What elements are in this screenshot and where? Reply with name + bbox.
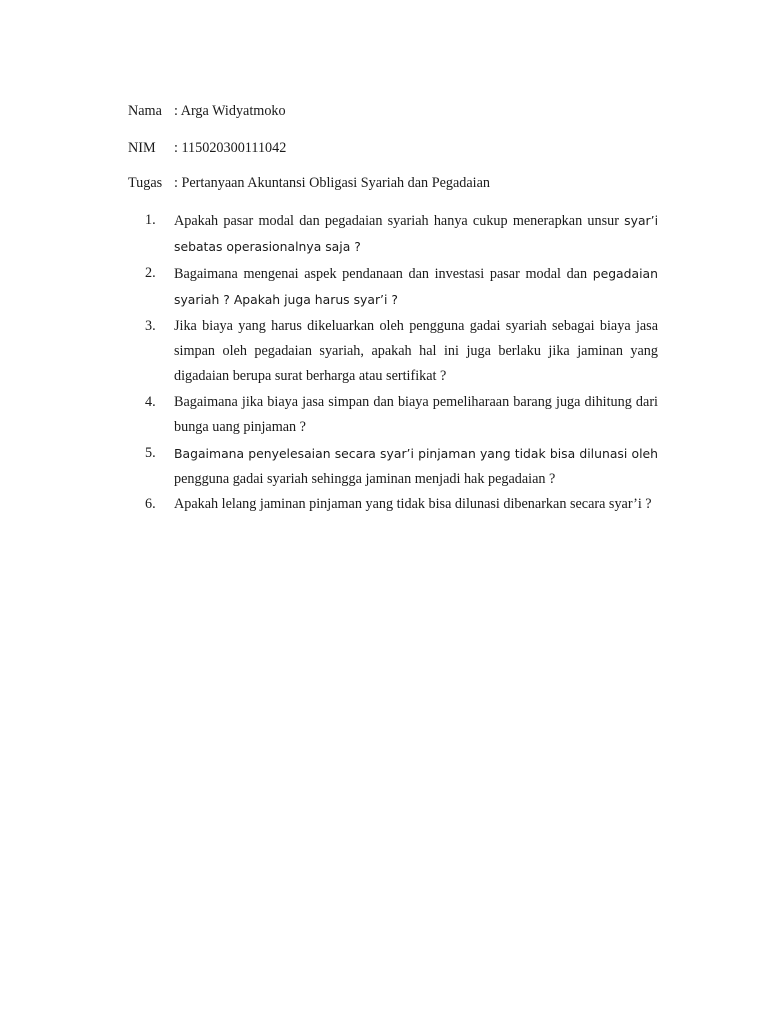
question-item-1	[145, 208, 658, 261]
name-label: Nama	[128, 103, 162, 119]
question-text-part-b: pengguna gadai syariah sehingga jaminan menjadi hak pegadaian ?	[174, 471, 556, 488]
name-value: : Arga Widyatmoko	[174, 103, 286, 119]
question-text-part-a: Bagaimana penyelesaian secara syar’i pinjaman yang tidak bisa dilunasi oleh	[174, 445, 658, 461]
question-item-6	[145, 492, 658, 517]
question-text	[174, 261, 658, 314]
question-number: 4.	[145, 393, 156, 410]
question-text-part-a: Apakah lelang jaminan pinjaman yang tidak bisa dilunasi dibenarkan secara syar’i ?	[174, 496, 652, 513]
question-text	[174, 441, 658, 493]
question-number: 1.	[145, 212, 156, 228]
question-item-5	[145, 441, 658, 493]
question-text-part-b: syar’i sebatas operasionalnya saja ?	[174, 213, 659, 255]
question-text	[174, 492, 658, 517]
task-label: Tugas	[128, 175, 163, 191]
question-item-2	[145, 261, 658, 314]
question-text-part-a: Jika biaya yang harus dikeluarkan oleh pengguna gadai syariah sebagai biaya jasa simpan oleh pegadaian syariah, apakah hal ini juga berlaku jika jaminan yang digadaian berupa surat berharga atau sertifikat ?	[174, 317, 658, 385]
nim-value: : 115020300111042	[174, 140, 287, 156]
question-text-part-a: Bagaimana jika biaya jasa simpan dan biaya pemeliharaan barang juga dihitung dari bunga uang pinjaman ?	[174, 393, 658, 436]
task-row	[128, 175, 490, 192]
nim-label: NIM	[128, 140, 156, 156]
question-number: 6.	[145, 496, 156, 513]
question-number: 3.	[145, 317, 156, 334]
question-item-3	[145, 314, 658, 390]
question-text	[174, 314, 658, 390]
name-row	[128, 103, 286, 120]
question-text-part-a: Apakah pasar modal dan pegadaian syariah hanya cukup menerapkan unsur	[174, 213, 619, 229]
question-item-4	[145, 390, 658, 441]
question-text	[174, 208, 658, 261]
nim-row	[128, 140, 286, 157]
task-value: : Pertanyaan Akuntansi Obligasi Syariah dan Pegadaian	[174, 175, 490, 191]
question-text-part-a: Bagaimana mengenai aspek pendanaan dan investasi pasar modal dan	[174, 265, 588, 282]
question-list	[145, 208, 658, 518]
question-text	[174, 390, 658, 441]
question-text-part-b: pegadaian syariah ? Apakah juga harus syar’i ?	[174, 265, 658, 308]
question-number: 5.	[145, 444, 156, 461]
question-number: 2.	[145, 264, 156, 281]
